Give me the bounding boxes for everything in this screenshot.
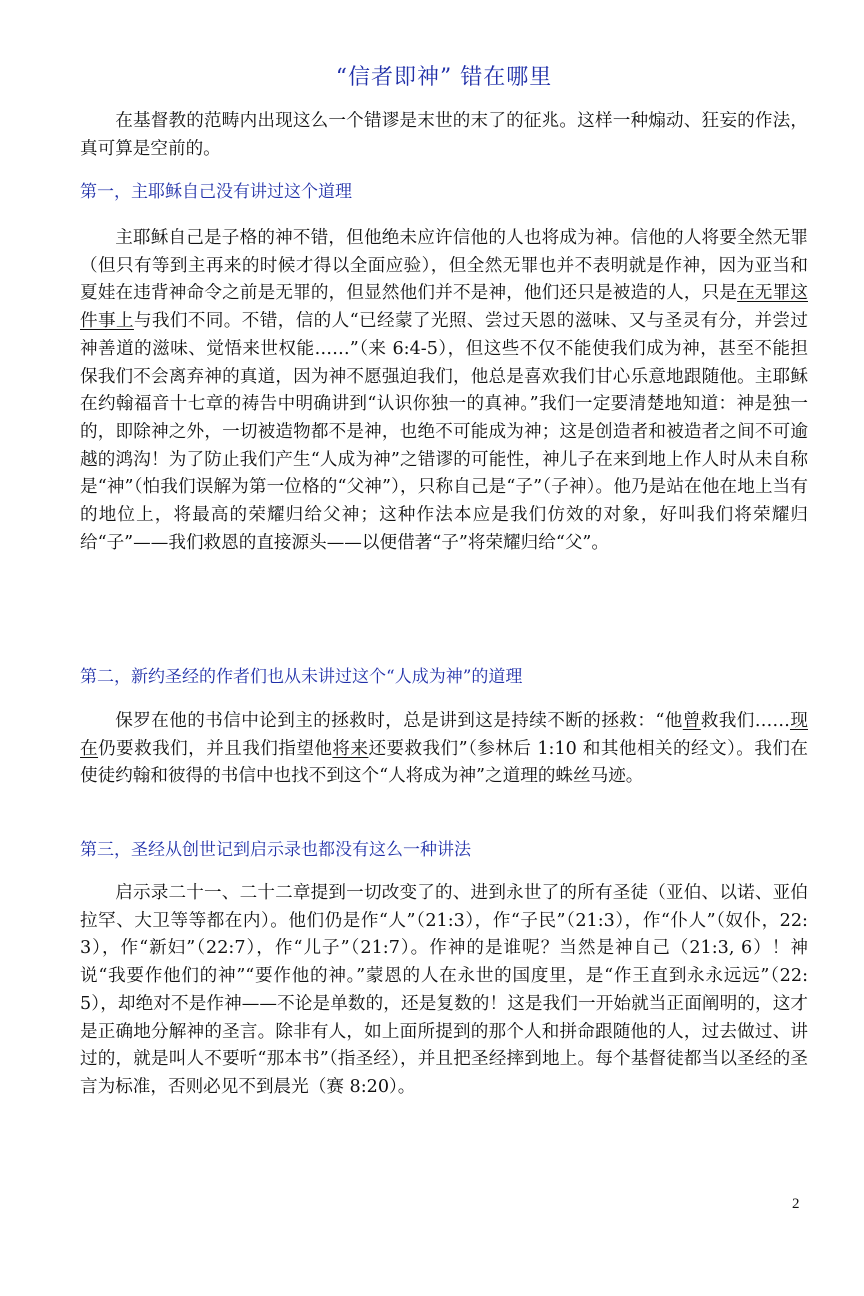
- intro-paragraph: 在基督教的范畴内出现这么一个错谬是末世的末了的征兆。这样一种煽动、狂妄的作法，真可算是空前的。: [80, 111, 808, 159]
- section-2-text-d: 还要救我们”（参林后 1:10 和其他相关的经文）。我们在使徒约翰和彼得的书信中也找不到这个“人将成为神”之道理的蛛丝马迹。: [80, 738, 808, 787]
- section-2-paragraph: [80, 708, 808, 791]
- section-1-text-b: 与我们不同。不错，信的人“已经蒙了光照、尝过天恩的滋味、又与圣灵有分，并尝过神善道的滋味、觉悟来世权能……”（来 6:4-5），但这些不仅不能使我们成为神，甚至不能担保我们不会离弃神的真道，因为神不愿强迫我们，他总是喜欢我们甘心乐意地跟随他。主耶稣在约翰福音十七章的祷告中明确讲到“认识你独一的真神。”我们一定要清楚地知道：神是独一的，即除神之外，一切被造物都不是神，也绝不可能成为神；这是创造者和被造者之间不可逾越的鸿沟！为了防止我们产生“人成为神”之错谬的可能性，神儿子在来到地上作人时从未自称是“神”（怕我们误解为第一位格的“父神”），只称自己是“子”（子神）。他乃是站在他在地上当有的地位上，将最高的荣耀归给父神；这种作法本应是我们仿效的对象，好叫我们将荣耀归给“子”——我们救恩的直接源头——以便借著“子”将荣耀归给“父”。: [80, 311, 808, 553]
- page-number: 2: [792, 1196, 800, 1212]
- section-2-text-c: 仍要救我们，并且我们指望他: [98, 738, 333, 759]
- section-1-paragraph: [80, 225, 808, 557]
- section-2-text-a: 保罗在他的书信中论到主的拯救时，总是讲到这是持续不断的拯救：“他: [115, 711, 683, 731]
- section-2-underline-future: 将来: [332, 738, 369, 759]
- section-2-text-b: 救我们……: [700, 711, 790, 731]
- section-1-underlined-phrase: 在无罪这件事上: [80, 283, 808, 332]
- section-3-paragraph: 启示录二十一、二十二章提到一切改变了的、进到永世了的所有圣徒（亚伯、以诺、亚伯拉罕、大卫等等都在内）。他们仍是作“人”（21:3），作“子民”（21:3），作“仆人”（奴仆，22:3），作“新妇”（22:7），作“儿子”（21:7）。作神的是谁呢？当然是神自己（21:3, 6）！神说“我要作他们的神”“要作他的神。”蒙恩的人在永世的国度里，是“作王直到永永远远”（22:5），却绝对不是作神——不论是单数的，还是复数的！这是我们一开始就当正面阐明的，这才是正确地分解神的圣言。除非有人，如上面所提到的那个人和拼命跟随他的人，过去做过、讲过的，就是叫人不要听“那本书”（指圣经），并且把圣经摔到地上。每个基督徒都当以圣经的圣言为标准，否则必见不到晨光（赛 8:20）。: [80, 883, 808, 1097]
- section-2-heading: 第二，新约圣经的作者们也从未讲过这个“人成为神”的道理: [80, 667, 523, 687]
- section-1-text-a: 主耶稣自己是子格的神不错，但他绝未应许信他的人也将成为神。信他的人将要全然无罪（但只有等到主再来的时候才得以全面应验），但全然无罪也并不表明就是作神，因为亚当和夏娃在违背神命令之前是无罪的，但显然他们并不是神，他们还只是被造的人，只是: [80, 228, 808, 304]
- section-2-underline-past: 曾: [682, 711, 701, 731]
- page-title: “信者即神” 错在哪里: [335, 65, 553, 90]
- section-2-underline-present: 现在: [80, 711, 808, 759]
- section-3-heading: 第三，圣经从创世记到启示录也都没有这么一种讲法: [80, 840, 471, 860]
- section-1-heading: 第一，主耶稣自己没有讲过这个道理: [80, 182, 352, 202]
